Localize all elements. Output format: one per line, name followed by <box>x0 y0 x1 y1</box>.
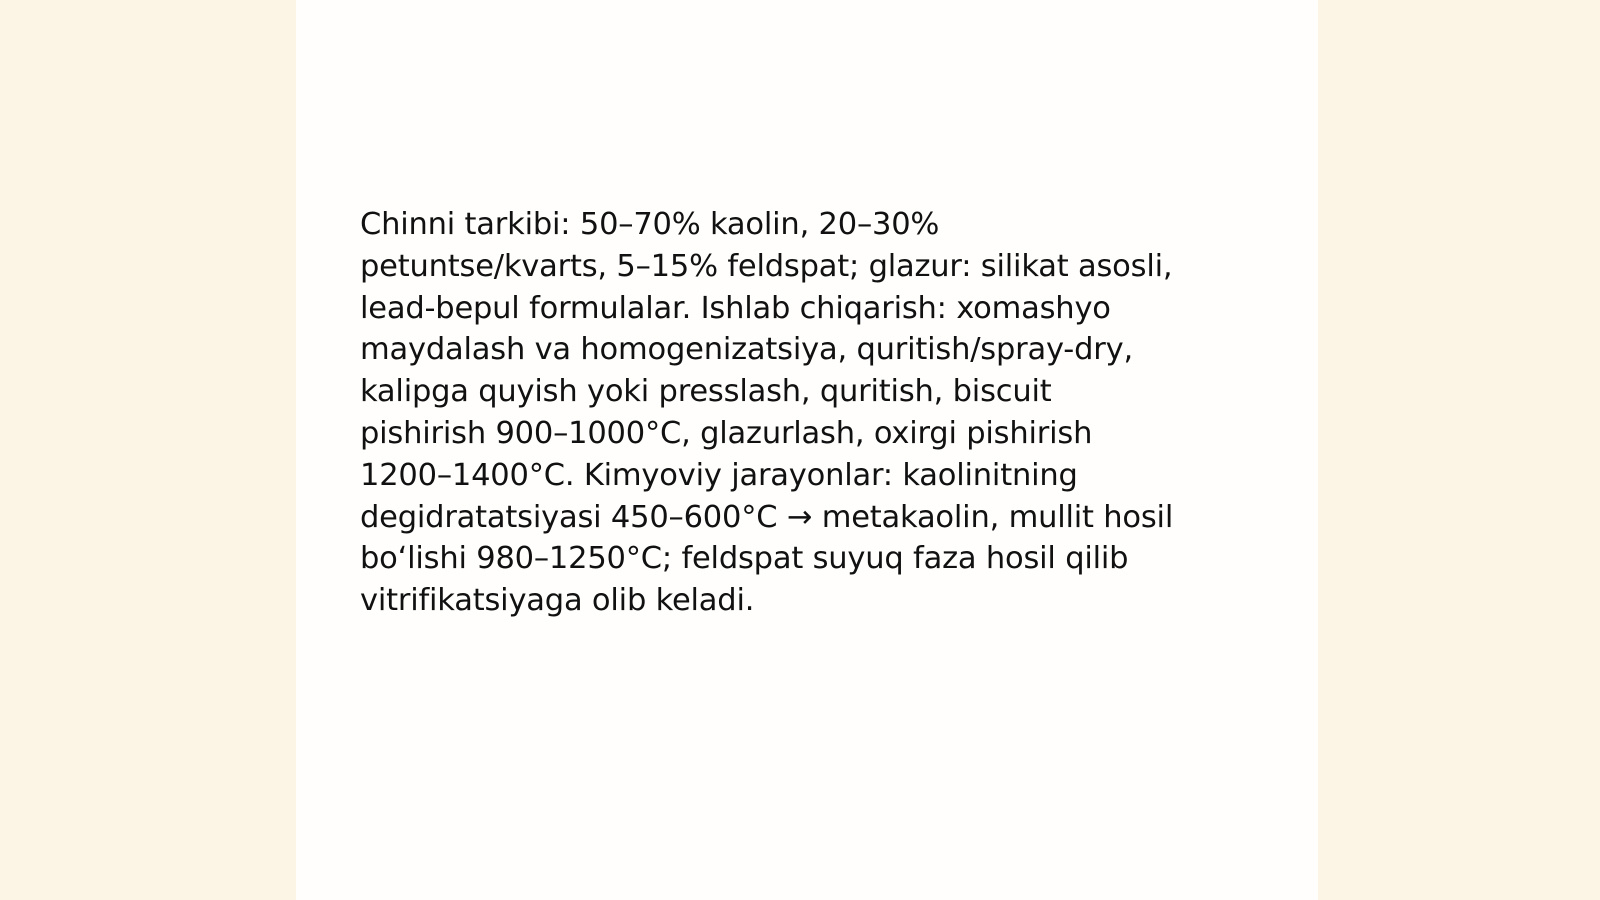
left-background-margin <box>0 0 296 900</box>
text-line: petuntse/kvarts, 5–15% feldspat; glazur: silikat asosli, <box>360 248 1173 284</box>
right-background-margin <box>1318 0 1600 900</box>
text-line: bo‘lishi 980–1250°C; feldspat suyuq faza hosil qilib <box>360 541 1129 577</box>
text-line: kalipga quyish yoki presslash, quritish, biscuit <box>360 374 1052 410</box>
text-line: pishirish 900–1000°C, glazurlash, oxirgi pishirish <box>360 415 1093 451</box>
text-line: maydalash va homogenizatsiya, quritish/spray-dry, <box>360 332 1133 368</box>
text-line: vitrifikatsiyaga olib keladi. <box>360 583 755 619</box>
slide-body-text <box>360 204 1240 622</box>
text-line: lead-bepul formulalar. Ishlab chiqarish: xomashyo <box>360 290 1111 326</box>
text-line: Chinni tarkibi: 50–70% kaolin, 20–30% <box>360 207 940 242</box>
text-line: degidratatsiyasi 450–600°C → metakaolin, mullit hosil <box>360 499 1174 535</box>
text-line: 1200–1400°C. Kimyoviy jarayonlar: kaolinitning <box>360 457 1078 493</box>
